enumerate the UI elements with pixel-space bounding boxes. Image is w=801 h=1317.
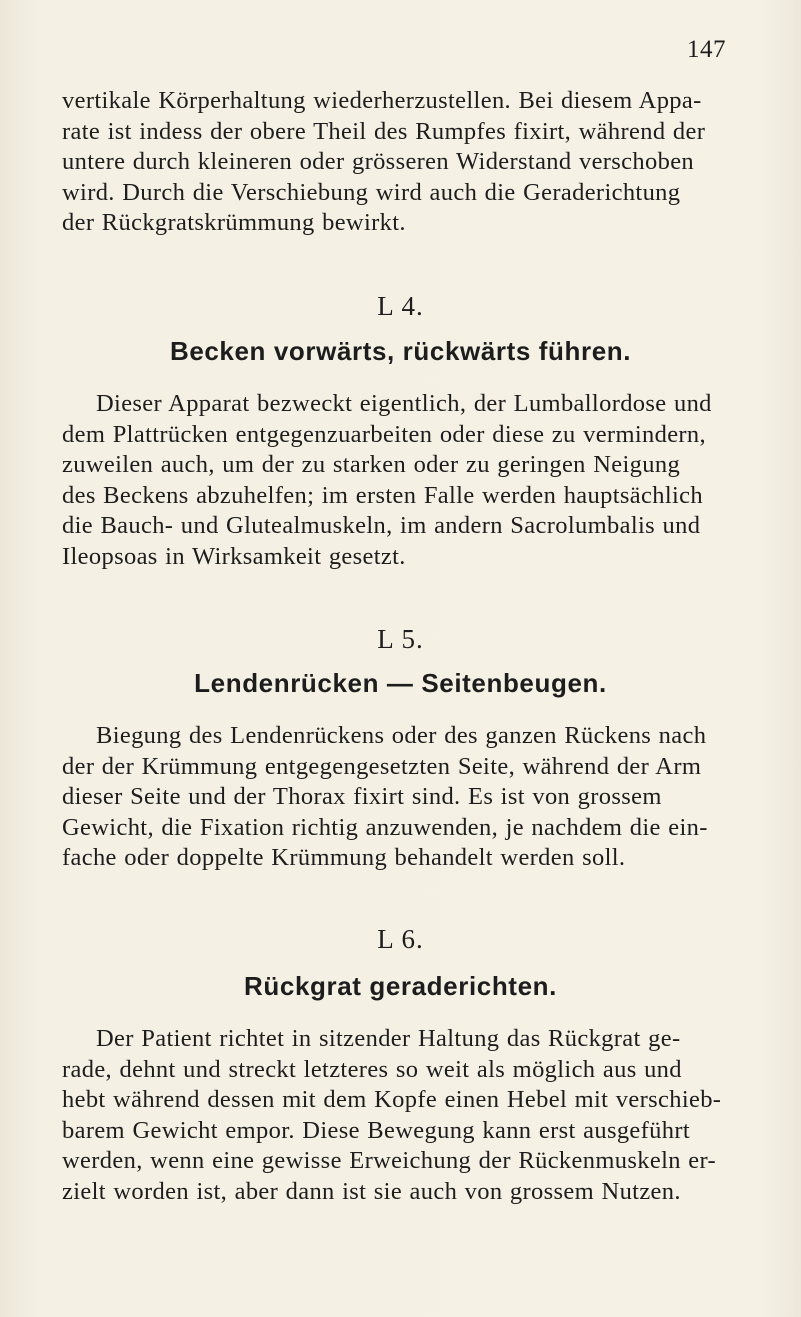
paragraph-line: rate ist indess der obere Theil des Rumpfes fixirt, während der: [62, 117, 706, 145]
section-code: L 4.: [377, 291, 424, 321]
paragraph-line: der Rückgratskrümmung bewirkt.: [62, 209, 406, 236]
paragraph-line: werden, wenn eine gewisse Erweichung der Rückenmuskeln er-: [62, 1147, 717, 1174]
paragraph-line: Gewicht, die Fixation richtig anzuwenden, je nachdem die ein-: [62, 813, 708, 841]
paragraph-line: zuweilen auch, um der zu starken oder zu geringen Neigung: [62, 451, 681, 478]
paragraph-line: Biegung des Lendenrückens oder des ganzen Rückens nach: [96, 722, 707, 749]
paragraph-line: untere durch kleineren oder grösseren Widerstand verschoben: [62, 148, 695, 175]
page-number: 147: [687, 36, 726, 63]
paragraph-line: Ileopsoas in Wirksamkeit gesetzt.: [62, 542, 406, 570]
paragraph-line: Der Patient richtet in sitzender Haltung das Rückgrat ge-: [96, 1025, 681, 1052]
paragraph-line: die Bauch- und Glutealmuskeln, im andern Sacrolumbalis und: [62, 512, 701, 539]
paragraph-line: zielt worden ist, aber dann ist sie auch von grossem Nutzen.: [62, 1177, 681, 1205]
paragraph-line: hebt während dessen mit dem Kopfe einen Hebel mit verschieb-: [62, 1086, 722, 1113]
section-paragraph: [62, 1024, 729, 1207]
intro-paragraph: [62, 86, 729, 239]
paragraph-line: rade, dehnt und streckt letzteres so weit als möglich aus und: [62, 1055, 682, 1083]
section-paragraph: [62, 721, 729, 874]
paragraph-line: wird. Durch die Verschiebung wird auch die Geraderichtung: [62, 178, 681, 206]
paragraph-line: fache oder doppelte Krümmung behandelt werden soll.: [62, 844, 626, 871]
paragraph-line: vertikale Körperhaltung wiederherzustellen. Bei diesem Appa-: [62, 87, 702, 114]
paragraph-line: des Beckens abzuhelfen; im ersten Falle werden hauptsächlich: [62, 481, 703, 509]
section-title: Becken vorwärts, rückwärts führen.: [169, 336, 632, 366]
section-paragraph: [62, 389, 729, 572]
section-title: Lendenrücken — Seitenbeugen.: [194, 668, 607, 698]
paragraph-line: dem Plattrücken entgegenzuarbeiten oder diese zu vermindern,: [62, 420, 707, 448]
section-code: L 6.: [377, 924, 424, 954]
paragraph-line: barem Gewicht empor. Diese Bewegung kann erst ausgeführt: [62, 1116, 691, 1144]
paragraph-line: der der Krümmung entgegengesetzten Seite, während der Arm: [62, 752, 702, 780]
section-code: L 5.: [377, 624, 424, 654]
paragraph-line: Dieser Apparat bezweckt eigentlich, der Lumballordose und: [96, 390, 712, 417]
section-title: Rückgrat geraderichten.: [244, 971, 557, 1001]
paragraph-line: dieser Seite und der Thorax fixirt sind. Es ist von grossem: [62, 783, 662, 810]
